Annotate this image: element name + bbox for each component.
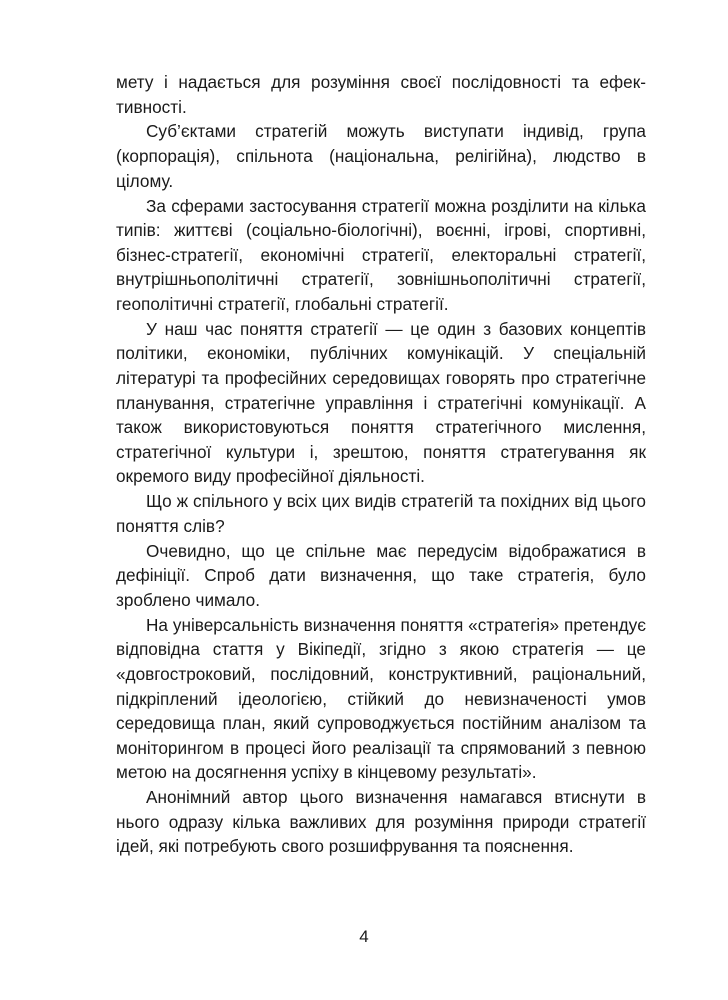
- paragraph-5: Що ж спільного у всіх цих видів стратегій та похідних від цього поняття слів?: [116, 491, 646, 536]
- paragraph-1: мету і надається для розуміння своєї послідовності та ефективності.: [116, 72, 646, 117]
- paragraph-3: За сферами застосування стратегії можна розділити на кілька типів: життєві (соціально-біологічні), воєнні, ігрові, спортивні, бізнес-стратегії, економічні стратегії, електоральні стратегії, внутрішньополітичні стратегії, зовнішньополітичні стратегії, геополітичні стратегії, глобальні стратегії.: [116, 195, 646, 314]
- page-number: 4: [359, 927, 369, 946]
- paragraph-7: На універсальність визначення поняття «стратегія» претендує відповідна стаття у Вікіпедії, згідно з якою стратегія — це «довгостроковий, послідовний, конструктивний, раціональний, підкріплений ідеологією, стійкий до невизначеності умов середовища план, який супроводжується постійним аналізом та моніторингом в процесі його реалізації та спрямований з певною метою на досягнення успіху в кінцевому результаті».: [116, 614, 646, 783]
- page-body: [116, 70, 646, 859]
- paragraph-6: Очевидно, що це спільне має передусім відображатися в дефініції. Спроб дати визначення, що таке стратегія, було зроблено чимало.: [116, 540, 646, 610]
- paragraph-8: Анонімний автор цього визначення намагався втиснути в нього одразу кілька важливих для розуміння природи стратегії ідей, які потребують свого розшифрування та пояснення.: [116, 787, 646, 857]
- paragraph-4: У наш час поняття стратегії — це один з базових концептів політики, економіки, публічних комунікацій. У спеціальній літературі та професійних середовищах говорять про стратегічне планування, стратегічне управління і стратегічні комунікації. А також використовуються поняття стратегічного мислення, стратегічної культури і, зрештою, поняття стратегування як окремого виду професійної діяльності.: [116, 318, 646, 487]
- paragraph-2: Суб’єктами стратегій можуть виступати індивід, група (корпорація), спільнота (національна, релігійна), людство в цілому.: [116, 121, 646, 191]
